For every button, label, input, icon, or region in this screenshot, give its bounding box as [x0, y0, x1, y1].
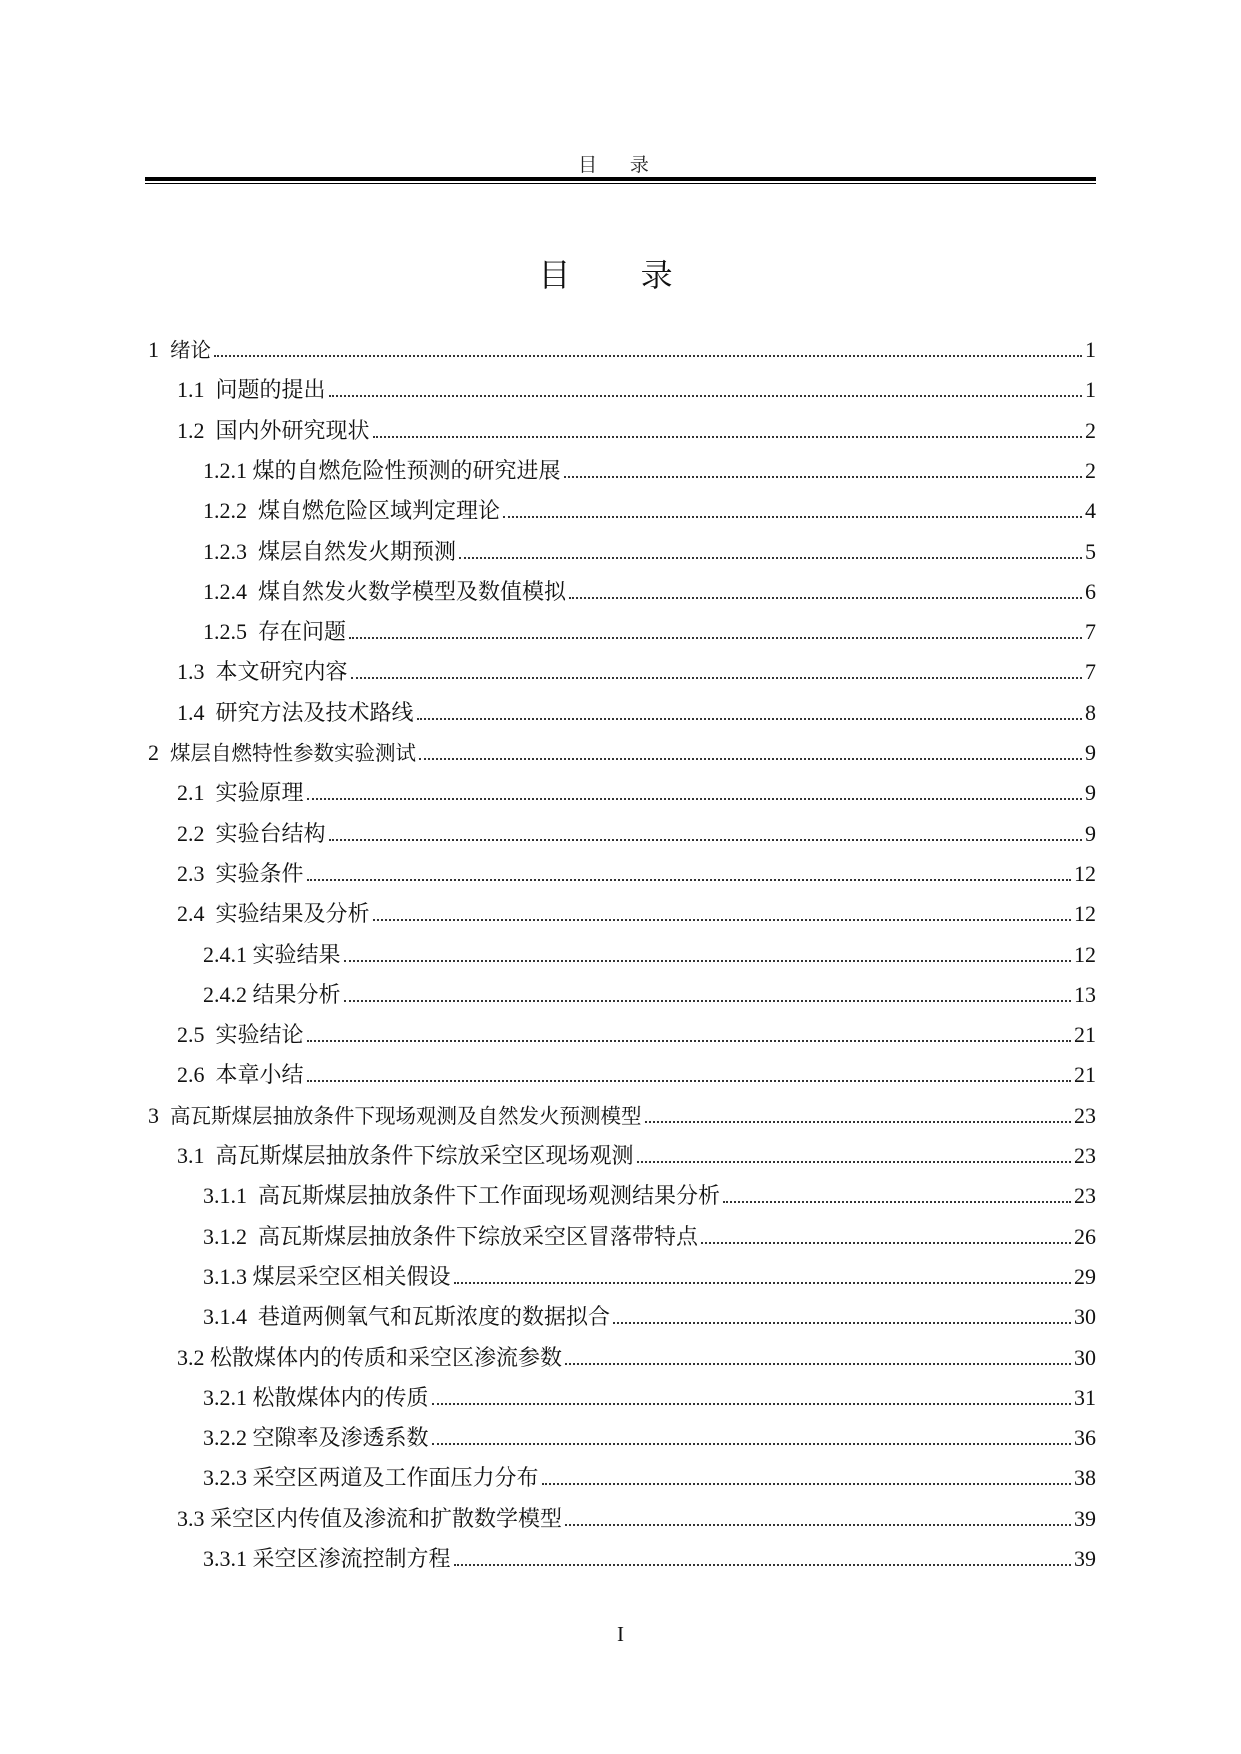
toc-entry-number: 1.4 [177, 699, 216, 725]
page-number: I [617, 1622, 624, 1646]
toc-entry-title: 实验结果及分析 [215, 901, 370, 927]
toc-entry[interactable] [203, 491, 1096, 525]
toc-entry-title: 存在问题 [258, 619, 347, 645]
toc-dot-leader [565, 1363, 1071, 1365]
toc-entry-title: 研究方法及技术路线 [215, 699, 414, 725]
toc-entry[interactable] [203, 1378, 1096, 1412]
toc-entry-number: 1.2 [177, 417, 216, 443]
toc-entry-page: 2 [1085, 417, 1096, 443]
toc-entry-number: 3.1.1 [203, 1183, 258, 1209]
toc-entry-page: 6 [1085, 578, 1096, 604]
toc-entry-page: 1 [1085, 377, 1096, 403]
toc-entry-number: 2.4.1 [203, 941, 253, 967]
toc-entry-title: 煤层自然发火期预测 [258, 538, 457, 564]
toc-entry[interactable] [177, 652, 1096, 686]
toc-dot-leader [344, 1000, 1071, 1002]
toc-entry-number: 3.1.3 [203, 1263, 253, 1289]
toc-entry-title: 采空区渗流控制方程 [252, 1546, 451, 1571]
toc-entry-title: 巷道两侧氧气和瓦斯浓度的数据拟合 [258, 1304, 611, 1330]
toc-entry-number: 1.3 [177, 659, 216, 685]
toc-entry-page: 30 [1074, 1304, 1096, 1330]
toc-entry[interactable] [148, 1096, 1096, 1130]
toc-dot-leader [542, 1483, 1071, 1485]
toc-entry[interactable] [203, 1257, 1096, 1291]
toc-entry-title: 问题的提出 [215, 377, 326, 403]
toc-entry[interactable] [177, 1015, 1096, 1049]
toc-entry-page: 12 [1074, 860, 1096, 886]
toc-entry-number: 3.1 [177, 1143, 216, 1168]
toc-entry-number: 3.1.4 [203, 1304, 258, 1330]
toc-entry-number: 3 [148, 1102, 170, 1128]
toc-dot-leader [373, 919, 1071, 921]
toc-dot-leader [214, 355, 1082, 357]
toc-dot-leader [645, 1121, 1072, 1123]
toc-dot-leader [329, 839, 1082, 841]
toc-entry-title: 实验台结构 [215, 820, 326, 846]
toc-entry-title: 本章小结 [215, 1062, 304, 1088]
toc-entry-number: 1.2.4 [203, 578, 258, 604]
toc-entry-number: 1.2.5 [203, 619, 258, 645]
toc-entry-number: 2.1 [177, 780, 216, 806]
toc-entry-number: 1.2.2 [203, 498, 258, 524]
toc-entry-page: 21 [1074, 1022, 1096, 1048]
toc-entry-title: 实验原理 [215, 780, 304, 806]
toc-entry-title: 松散煤体内的传质 [252, 1384, 429, 1410]
toc-entry-page: 21 [1074, 1062, 1096, 1088]
toc-entry-number: 1.2.3 [203, 538, 258, 564]
toc-dot-leader [373, 436, 1082, 438]
toc-entry-page: 23 [1074, 1143, 1096, 1168]
toc-entry[interactable] [203, 1418, 1096, 1452]
toc-entry[interactable] [177, 894, 1096, 928]
toc-dot-leader [613, 1322, 1071, 1324]
running-header: 目 录 [578, 155, 663, 176]
toc-entry-page: 39 [1074, 1546, 1096, 1571]
toc-entry-number: 2.4.2 [203, 981, 253, 1007]
toc-dot-leader [349, 637, 1082, 639]
toc-entry-number: 2 [148, 740, 170, 765]
toc-entry-page: 2 [1085, 457, 1096, 483]
toc-entry[interactable] [177, 814, 1096, 848]
toc-dot-leader [419, 758, 1082, 760]
toc-dot-leader [565, 1524, 1071, 1526]
toc-entry[interactable] [203, 572, 1096, 606]
toc-entry-page: 12 [1074, 901, 1096, 927]
toc-entry-title: 煤层采空区相关假设 [252, 1263, 451, 1289]
toc-dot-leader [307, 1080, 1071, 1082]
toc-dot-leader [569, 597, 1082, 599]
toc-entry[interactable] [177, 411, 1096, 445]
toc-entry-title: 结果分析 [252, 981, 341, 1007]
toc-entry-title: 实验条件 [215, 860, 304, 886]
header-rule-thick [145, 177, 1096, 181]
toc-entry-number: 2.6 [177, 1062, 216, 1088]
toc-entry[interactable] [177, 1499, 1096, 1533]
toc-entry-number: 3.1.2 [203, 1223, 258, 1249]
toc-entry-page: 1 [1085, 337, 1096, 362]
toc-entry[interactable] [177, 370, 1096, 404]
toc-entry-title: 采空区内传值及渗流和扩散数学模型 [210, 1505, 563, 1531]
toc-entry-title: 采空区两道及工作面压力分布 [252, 1465, 539, 1491]
toc-entry-title: 煤的自燃危险性预测的研究进展 [252, 457, 561, 483]
toc-entry-page: 12 [1074, 941, 1096, 967]
toc-entry-number: 2.5 [177, 1022, 216, 1048]
toc-dot-leader [564, 476, 1082, 478]
toc-entry[interactable] [203, 1539, 1096, 1573]
toc-dot-leader [307, 798, 1082, 800]
toc-entry-page: 7 [1085, 659, 1096, 685]
toc-entry[interactable] [148, 733, 1096, 767]
toc-entry-title: 本文研究内容 [215, 659, 348, 685]
toc-entry-title: 实验结果 [252, 941, 341, 967]
toc-entry-title: 绪论 [170, 338, 211, 362]
toc-entry-page: 4 [1085, 498, 1096, 524]
toc-entry-number: 2.2 [177, 820, 216, 846]
toc-entry[interactable] [177, 1136, 1096, 1170]
toc-entry-page: 7 [1085, 619, 1096, 645]
toc-entry[interactable] [203, 451, 1096, 485]
toc-entry-number: 3.2.3 [203, 1465, 253, 1491]
toc-entry-title: 高瓦斯煤层抽放条件下综放采空区现场观测 [215, 1143, 634, 1168]
toc-dot-leader [454, 1564, 1071, 1566]
toc-entry[interactable] [203, 1176, 1096, 1210]
toc-title: 目 录 [538, 256, 703, 294]
toc-entry-number: 3.2.2 [203, 1425, 253, 1451]
toc-entry-title: 实验结论 [215, 1022, 304, 1048]
toc-entry[interactable] [177, 693, 1096, 727]
toc-entry-title: 煤自然发火数学模型及数值模拟 [258, 578, 567, 604]
toc-entry[interactable] [177, 854, 1096, 888]
toc-dot-leader [307, 1040, 1071, 1042]
toc-entry[interactable] [203, 1217, 1096, 1251]
toc-entry-title: 空隙率及渗透系数 [252, 1425, 429, 1451]
toc-entry-page: 9 [1085, 820, 1096, 846]
toc-entry-title: 煤自燃危险区域判定理论 [258, 498, 501, 524]
toc-entry-page: 30 [1074, 1344, 1096, 1370]
toc-entry[interactable] [203, 1458, 1096, 1492]
toc-entry[interactable] [203, 975, 1096, 1009]
toc-dot-leader [637, 1161, 1071, 1163]
toc-entry-page: 23 [1074, 1102, 1096, 1128]
toc-dot-leader [701, 1242, 1071, 1244]
toc-entry[interactable] [177, 1055, 1096, 1089]
toc-entry[interactable] [177, 773, 1096, 807]
toc-entry-number: 2.4 [177, 901, 216, 927]
toc-entry-number: 1 [148, 337, 170, 362]
toc-entry-page: 36 [1074, 1425, 1096, 1451]
toc-dot-leader [723, 1201, 1071, 1203]
toc-entry[interactable] [148, 330, 1096, 364]
toc-entry-title: 松散煤体内的传质和采空区渗流参数 [210, 1344, 563, 1370]
toc-entry-page: 26 [1074, 1223, 1096, 1249]
toc-dot-leader [432, 1403, 1071, 1405]
toc-entry-number: 1.2.1 [203, 457, 253, 483]
toc-dot-leader [329, 395, 1082, 397]
toc-entry-page: 9 [1085, 780, 1096, 806]
toc-entry-page: 29 [1074, 1263, 1096, 1289]
toc-entry-page: 13 [1074, 981, 1096, 1007]
toc-entry-page: 5 [1085, 538, 1096, 564]
toc-dot-leader [307, 879, 1071, 881]
toc-entry[interactable] [203, 1297, 1096, 1331]
toc-entry-title: 高瓦斯煤层抽放条件下现场观测及自然发火预测模型 [170, 1103, 642, 1128]
toc-entry-title: 高瓦斯煤层抽放条件下综放采空区冒落带特点 [258, 1223, 699, 1249]
toc-entry-number: 3.2.1 [203, 1384, 253, 1410]
toc-dot-leader [351, 677, 1082, 679]
toc-entry-number: 1.1 [177, 377, 216, 403]
toc-dot-leader [417, 718, 1082, 720]
toc-dot-leader [454, 1282, 1071, 1284]
toc-entry-page: 8 [1085, 699, 1096, 725]
toc-dot-leader [503, 516, 1082, 518]
toc-entry-title: 国内外研究现状 [215, 417, 370, 443]
toc-entry[interactable] [203, 935, 1096, 969]
toc-entry[interactable] [203, 532, 1096, 566]
toc-entry-page: 31 [1074, 1384, 1096, 1410]
toc-entry-page: 38 [1074, 1465, 1096, 1491]
toc-entry-title: 煤层自燃特性参数实验测试 [170, 741, 416, 765]
toc-entry-number: 2.3 [177, 860, 216, 886]
toc-entry-number: 3.2 [177, 1344, 210, 1370]
toc-dot-leader [432, 1443, 1071, 1445]
toc-entry-number: 3.3.1 [203, 1546, 253, 1571]
toc-entry-page: 23 [1074, 1183, 1096, 1209]
header-rule-thin [145, 183, 1096, 184]
toc-entry[interactable] [177, 1338, 1096, 1372]
toc-entry-number: 3.3 [177, 1505, 210, 1531]
toc-entry-page: 9 [1085, 740, 1096, 765]
toc-entry-title: 高瓦斯煤层抽放条件下工作面现场观测结果分析 [258, 1183, 721, 1209]
toc-dot-leader [459, 557, 1082, 559]
toc-entry[interactable] [203, 612, 1096, 646]
toc-dot-leader [344, 960, 1071, 962]
toc-entry-page: 39 [1074, 1505, 1096, 1531]
